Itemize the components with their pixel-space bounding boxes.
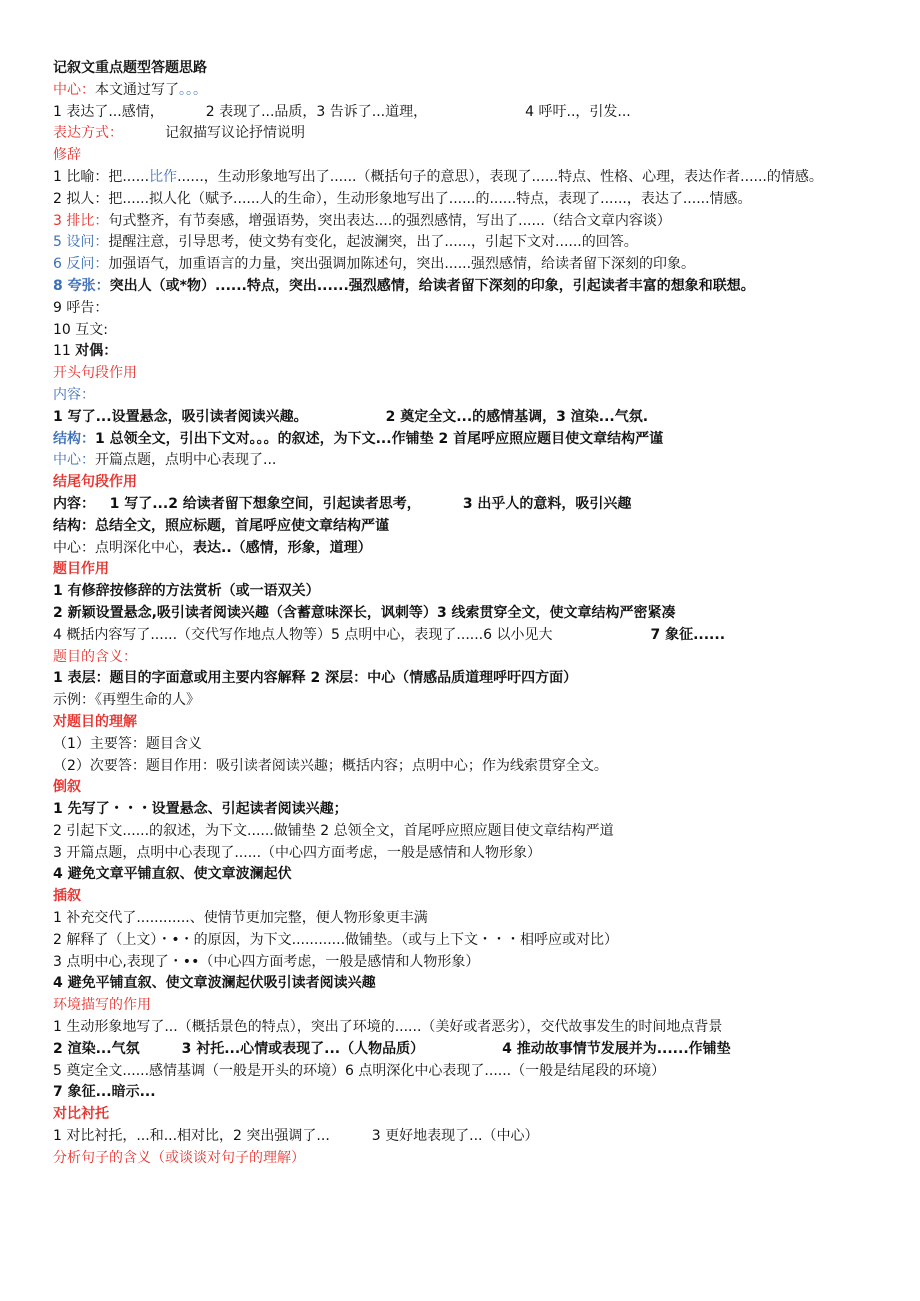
metaphor-num: 1 比喻： — [53, 168, 109, 185]
rhetoric-metaphor — [53, 167, 873, 189]
analysis-heading: 分析句子的含义（或谈谈对句子的理解） — [53, 1149, 305, 1166]
contrast-1b: 3 更好地表现了...（中心） — [371, 1128, 539, 1145]
env-2c: 4 推动故事情节发展并为......作铺垫 — [502, 1040, 731, 1057]
rhetorical-text: 加强语气，加重语言的力量，突出强调加陈述句，突出......强烈感情，给读者留下深刻的印象。 — [108, 256, 696, 273]
env-5: 5 奠定全文......感情基调（一般是开头的环境）6 点明深化中心表现了......（一般是结尾段的环境） — [53, 1062, 666, 1079]
understand-2: （2）次要答：题目作用：吸引读者阅读兴趣；概括内容；点明中心；作为线索贯穿全文。 — [53, 757, 608, 774]
expression-label: 表达方式： — [53, 125, 123, 142]
insert-1: 1 补充交代了............、使情节更加完整，便人物形象更丰满 — [53, 910, 428, 927]
title-meaning-heading: 题目的含义： — [53, 648, 137, 665]
understand-1: （1）主要答：题目含义 — [53, 735, 202, 752]
opening-center-label: 中心： — [53, 452, 95, 469]
opening-center-text: 开篇点题，点明中心表现了... — [95, 452, 277, 469]
parallelism-head: 3 排比： — [53, 212, 109, 229]
metaphor-term: 比作 — [149, 168, 178, 185]
env-2a: 2 渲染...气氛 — [53, 1040, 140, 1057]
insert-2: 2 解释了（上文）・•・的原因，为下文............做铺垫。（或与上下文・・・相呼应或对比） — [53, 931, 619, 948]
flashback-2: 2 引起下文......的叙述，为下文......做铺垫 2 总领全文，首尾呼应照应题目使文章结构严道 — [53, 822, 614, 839]
contrast-1 — [53, 1126, 873, 1148]
parallelism-text: 句式整齐，有节奏感，增强语势，突出表达....的强烈感情，写出了......（结合文章内容谈） — [108, 212, 671, 229]
ending-content-line — [53, 494, 873, 516]
center-label: 中心： — [53, 81, 95, 98]
ending-center-line — [53, 538, 873, 560]
expression-text: 记叙描写议论抒情说明 — [165, 125, 305, 142]
rhetoric-antithesis — [53, 341, 873, 363]
opening-content-line — [53, 407, 873, 429]
rhetoric-intertext: 10 互文: — [53, 321, 108, 338]
opening-content-label: 内容： — [53, 386, 95, 403]
rhetorical-head: 6 反问： — [53, 256, 109, 273]
question-text: 提醒注意，引导思考，使文势有变化，起波澜突，出了......，引起下文对......的回答。 — [108, 234, 638, 251]
opening-structure-a: 1 总领全文，引出下文对。。。的叙述，为下文...作铺垫 — [95, 430, 439, 447]
hyperbole-text: 突出人（或*物）......特点，突出......强烈感情，给读者留下深刻的印象，引起读者丰富的想象和联想。 — [109, 277, 755, 294]
rhetoric-rhetorical-question — [53, 254, 873, 276]
contrast-heading: 对比衬托 — [53, 1106, 109, 1123]
opening-content-2: 2 奠定全文...的感情基调，3 渲染...气氛. — [385, 408, 649, 425]
title-meaning-1: 1 表层：题目的字面意或用主要内容解释 2 深层：中心（情感品质道理呼吁四方面） — [53, 670, 578, 687]
contrast-1a: 1 对比衬托，...和...相对比，2 突出强调了... — [53, 1128, 330, 1145]
ending-center-a: 中心：点明深化中心， — [53, 539, 193, 556]
doc-title: 记叙文重点题型答题思路 — [53, 60, 207, 76]
hyperbole-head: 8 夸张： — [53, 277, 110, 294]
opening-structure-b: 2 首尾呼应照应题目使文章结构严谨 — [438, 430, 664, 447]
flashback-heading: 倒叙 — [53, 779, 81, 796]
opening-center-line — [53, 450, 873, 472]
opening-structure-line — [53, 429, 873, 451]
center-line — [53, 80, 873, 102]
metaphor-text-b: ......，生动形象地写出了......（概括句子的意思），表现了......特点、性格、心理，表达作者......的情感。 — [177, 168, 823, 185]
rhetoric-heading: 修辞 — [53, 147, 81, 164]
metaphor-text-a: 把...... — [108, 168, 150, 185]
ending-content-label: 内容： — [53, 495, 95, 512]
ending-heading: 结尾句段作用 — [53, 474, 137, 491]
ending-content-b: 3 出乎人的意料，吸引兴趣 — [462, 495, 632, 512]
document-page — [53, 58, 873, 1170]
opening-content-1: 1 写了...设置悬念，吸引读者阅读兴趣。 — [53, 408, 308, 425]
title-use-heading: 题目作用 — [53, 561, 109, 578]
env-2b: 3 衬托...心情或表现了...（人物品质） — [181, 1040, 425, 1057]
env-2 — [53, 1039, 873, 1061]
opening-structure-label: 结构： — [53, 430, 95, 447]
rhetoric-question — [53, 232, 873, 254]
title-use-4b: 7 象征...... — [650, 626, 726, 643]
title-use-2 — [53, 603, 873, 625]
rhetoric-hyperbole — [53, 276, 873, 298]
understand-heading: 对题目的理解 — [53, 713, 137, 730]
center-text: 本文通过写了 — [95, 81, 179, 98]
center-items-line — [53, 102, 873, 124]
rhetoric-apostrophe: 9 呼告： — [53, 299, 109, 316]
env-heading: 环境描写的作用 — [53, 997, 151, 1014]
title-use-2a: 2 新颖设置悬念,吸引读者阅读兴趣（含蓄意味深长，讽刺等） — [53, 604, 437, 621]
flashback-3: 3 开篇点题，点明中心表现了......（中心四方面考虑，一般是感情和人物形象） — [53, 844, 542, 861]
ending-structure: 结构：总结全文，照应标题，首尾呼应使文章结构严谨 — [53, 517, 389, 534]
center-item-1: 1 表达了...感情， — [53, 103, 164, 120]
center-item-2: 2 表现了...品质，3 告诉了...道理， — [205, 103, 428, 120]
antithesis-num: 11 — [53, 343, 71, 360]
ending-content-a: 1 写了...2 给读者留下想象空间，引起读者思考， — [109, 495, 421, 512]
rhetoric-personification: 2 拟人：把......拟人化（赋予......人的生命），生动形象地写出了......的......特点，表现了......，表达了......情感。 — [53, 190, 752, 207]
ending-center-b: 表达..（感情，形象，道理） — [193, 539, 372, 556]
flashback-1: 1 先写了・・・设置悬念、引起读者阅读兴趣； — [53, 801, 348, 818]
insert-heading: 插叙 — [53, 888, 81, 905]
center-item-3: 4 呼吁..，引发... — [525, 103, 631, 120]
env-1: 1 生动形象地写了...（概括景色的特点），突出了环境的......（美好或者恶劣），交代故事发生的时间地点背景 — [53, 1019, 723, 1036]
rhetoric-parallelism — [53, 211, 873, 233]
opening-heading: 开头句段作用 — [53, 365, 137, 382]
question-head: 5 设问： — [53, 234, 109, 251]
expression-line — [53, 123, 873, 145]
insert-3: 3 点明中心,表现了・••（中心四方面考虑，一般是感情和人物形象） — [53, 953, 480, 970]
title-use-4 — [53, 625, 873, 647]
title-use-1: 1 有修辞按修辞的方法赏析（或一语双关） — [53, 583, 320, 600]
insert-4: 4 避免平铺直叙、使文章波澜起伏吸引读者阅读兴趣 — [53, 975, 376, 992]
center-dots: 。。。 — [179, 81, 207, 98]
title-use-4a: 4 概括内容写了......（交代写作地点人物等）5 点明中心，表现了......6 以小见大 — [53, 626, 553, 643]
title-use-2b: 3 线索贯穿全文，使文章结构严密紧凑 — [436, 604, 676, 621]
env-7: 7 象征...暗示... — [53, 1084, 156, 1101]
antithesis-text: 对偶： — [75, 343, 118, 360]
title-meaning-example: 示例：《再塑生命的人》 — [53, 692, 200, 709]
flashback-4: 4 避免文章平铺直叙、使文章波澜起伏 — [53, 866, 292, 883]
